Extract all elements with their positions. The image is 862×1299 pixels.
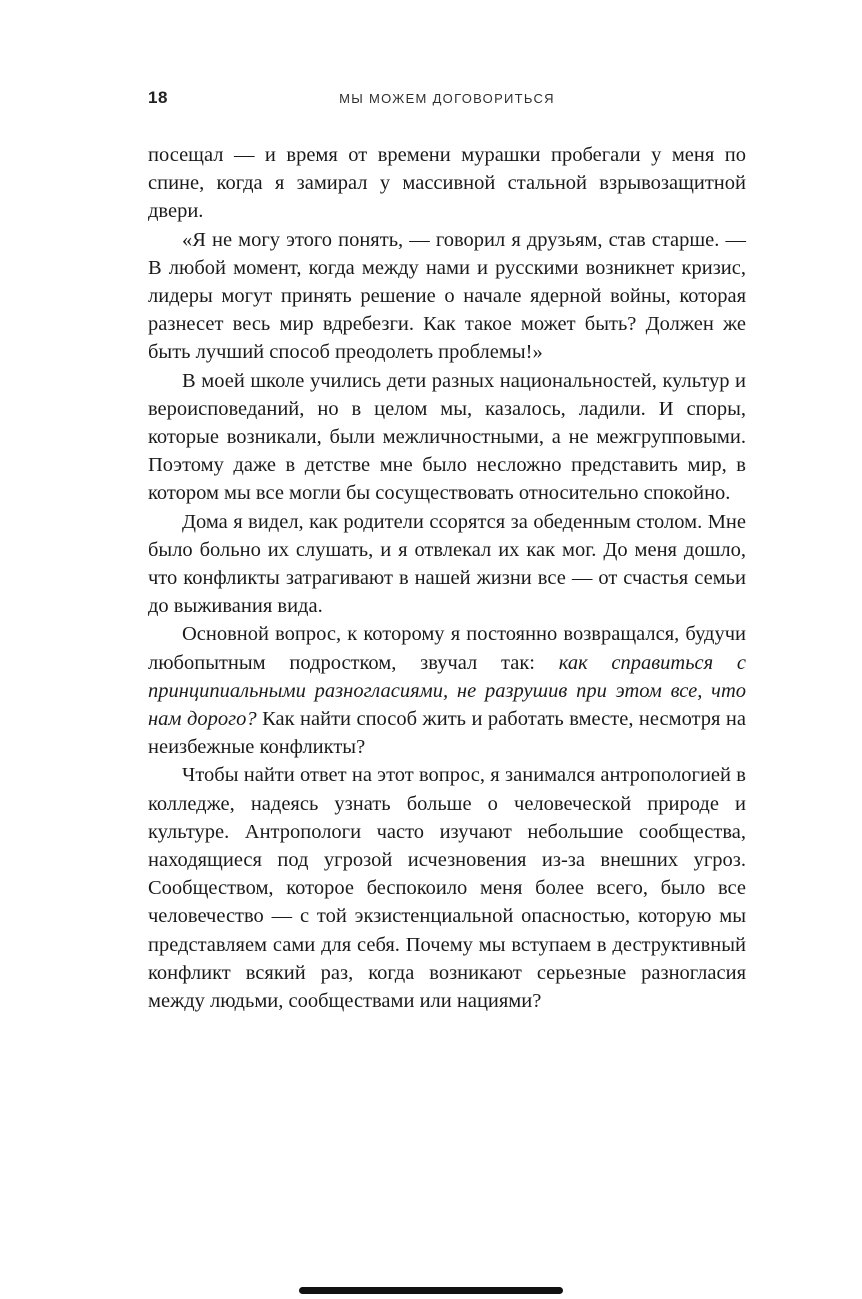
paragraph-text: посещал — и время от времени мурашки пробегали у меня по спине, когда я замирал у массивной стальной взрывозащитной двери. — [148, 144, 746, 223]
paragraph — [148, 620, 746, 761]
page-header — [148, 88, 746, 112]
running-title: МЫ МОЖЕМ ДОГОВОРИТЬСЯ — [339, 91, 555, 106]
paragraph-text: Как найти способ жить и работать вместе, несмотря на неизбежные конфликты? — [148, 708, 746, 759]
paragraph-text: Дома я видел, как родители ссорятся за обеденным столом. Мне было больно их слушать, и я отвлекал их как мог. До меня дошло, что конфликты затрагивают в нашей жизни все — от счастья семьи до выживания вида. — [148, 510, 746, 618]
paragraph — [148, 367, 746, 508]
paragraph-text: Основной вопрос, к которому я постоянно возвращался, будучи любопытным подростком, звучал так: — [148, 623, 746, 674]
paragraph-text: Чтобы найти ответ на этот вопрос, я занимался антропологией в колледже, надеясь узнать больше о человеческой природе и культуре. Антропологи часто изучают небольшие сообщества, находящиеся под угрозой исчезновения из-за внешних угроз. Сообществом, которое беспокоило меня более всего, было все человечество — с той экзистенциальной опасностью, которую мы представляем сами для себя. Почему мы вступаем в деструктивный конфликт всякий раз, когда возникают серьезные разногласия между людьми, сообществами или нациями? — [148, 764, 746, 1013]
home-indicator[interactable] — [299, 1287, 563, 1294]
paragraph-text: В моей школе учились дети разных национальностей, культур и вероисповеданий, но в целом мы, казалось, ладили. И споры, которые возникали, были межличностными, а не межгрупповыми. Поэтому даже в детстве мне было несложно представить мир, в котором мы все могли бы сосуществовать относительно спокойно. — [148, 369, 746, 505]
paragraph — [148, 761, 746, 1015]
paragraph-text-italic: как справиться с принципиальными разногласиями, не разрушив при этом все, что нам дорого? — [148, 651, 746, 731]
page-number: 18 — [148, 88, 168, 107]
paragraph — [148, 226, 746, 367]
paragraph-text: «Я не могу этого понять, — говорил я друзьям, став старше. — В любой момент, когда между нами и русскими возникнет кризис, лидеры могут принять решение о начале ядерной войны, которая разнесет весь мир вдребезги. Как такое может быть? Должен же быть лучший способ преодолеть проблемы!» — [148, 228, 746, 364]
paragraph — [148, 141, 746, 226]
page-body — [148, 141, 746, 1015]
paragraph — [148, 508, 746, 621]
